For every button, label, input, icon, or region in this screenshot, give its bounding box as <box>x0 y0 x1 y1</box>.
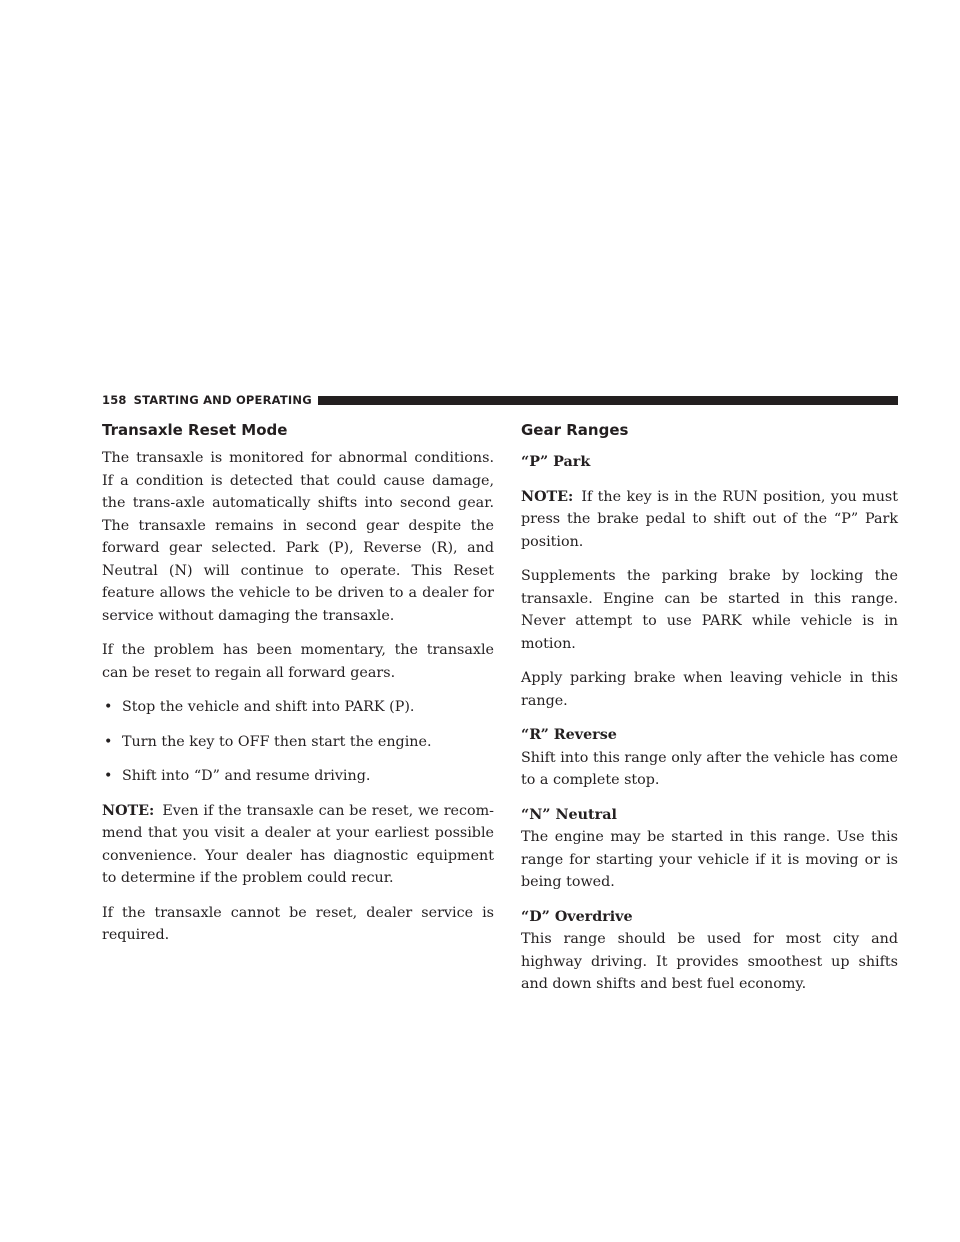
dealer-service-paragraph: If the transaxle cannot be reset, dealer service is required. <box>102 904 494 943</box>
reverse-section <box>521 724 898 792</box>
bullet-icon: • <box>104 768 113 784</box>
section-title: STARTING AND OPERATING <box>133 393 312 407</box>
bullet-item <box>102 731 494 754</box>
gear-ranges-heading: Gear Ranges <box>521 421 629 439</box>
transaxle-intro-paragraph: The transaxle is monitored for abnormal conditions. If a condition is detected that could cause damage, the trans-axle automatically shifts into second gear. The transaxle remains in second gear despite the forward gear selected. Park (P), Reverse (R), and Neutral (N) will continue to operate. This Reset feature allows the vehicle to be driven to a dealer for service without damaging the transaxle. <box>102 450 494 624</box>
bullet-item <box>102 696 494 719</box>
note-label: NOTE: <box>102 802 155 819</box>
park-apply-brake: Apply parking brake when leaving vehicle in this range. <box>521 670 898 709</box>
neutral-heading: “N” Neutral <box>521 806 617 823</box>
bullet-icon: • <box>104 733 113 750</box>
right-column <box>521 419 898 1008</box>
park-note <box>521 486 898 554</box>
bullet-item <box>102 765 494 788</box>
note-text: If the key is in the RUN position, you must press the brake pedal to shift out of the “P” Park position. <box>521 488 898 550</box>
reverse-description: Shift into this range only after the vehicle has come to a complete stop. <box>521 749 898 788</box>
note-label: NOTE: <box>521 488 574 505</box>
drive-section <box>521 906 898 996</box>
left-column <box>102 420 494 959</box>
bullet-text: Shift into “D” and resume driving. <box>122 768 371 784</box>
header-rule <box>318 396 898 405</box>
drive-heading: “D” Overdrive <box>521 908 633 925</box>
page-number: 158 <box>102 393 127 407</box>
transaxle-reset-heading: Transaxle Reset Mode <box>102 421 288 439</box>
park-description: Supplements the parking brake by locking the transaxle. Engine can be started in this range. Never attempt to use PARK while vehicle is in motion. <box>521 568 898 652</box>
reset-note <box>102 800 494 890</box>
neutral-section <box>521 804 898 894</box>
park-heading: “P” Park <box>521 454 591 470</box>
bullet-text: Stop the vehicle and shift into PARK (P). <box>122 699 415 715</box>
neutral-description: The engine may be started in this range. Use this range for starting your vehicle if it is moving or is being towed. <box>521 829 898 890</box>
reverse-heading: “R” Reverse <box>521 727 617 743</box>
momentary-paragraph: If the problem has been momentary, the transaxle can be reset to regain all forward gears. <box>102 642 494 681</box>
bullet-text: Turn the key to OFF then start the engine. <box>122 733 432 750</box>
bullet-icon: • <box>104 699 113 715</box>
page-header <box>102 392 898 408</box>
note-text: Even if the transaxle can be reset, we recom-mend that you visit a dealer at your earliest possible convenience. Your dealer has diagnostic equipment to determine if the problem could recur. <box>102 802 494 886</box>
drive-description: This range should be used for most city and highway driving. It provides smoothest up shifts and down shifts and best fuel economy. <box>521 931 898 992</box>
